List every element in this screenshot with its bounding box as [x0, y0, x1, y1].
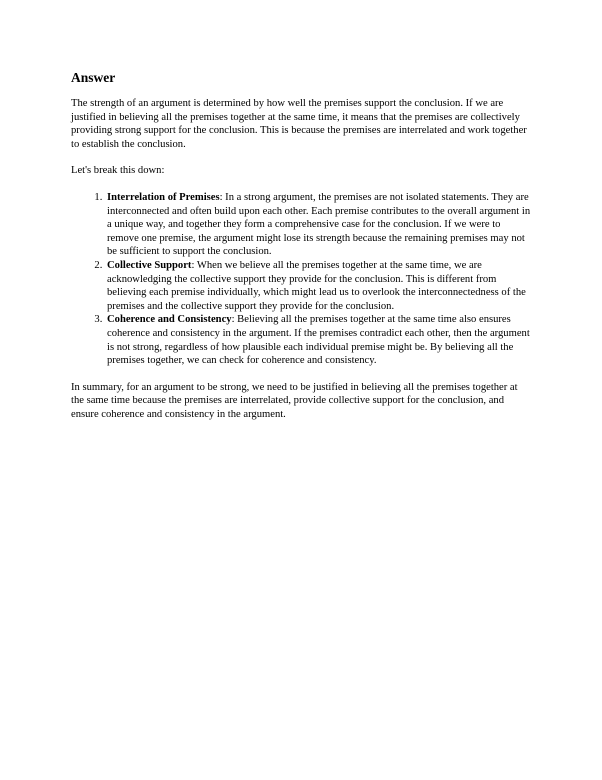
- document-page: [71, 70, 533, 434]
- list-item: [105, 259, 533, 313]
- point-text: : In a strong argument, the premises are not isolated statements. They are interconnected and often build upon each other. Each premise contributes to the overall argument in a unique way, and together they form a comprehensive case for the conclusion. If we were to remove one premise, the argument might lose its strength because the remaining premises may not be sufficient to support the conclusion.: [107, 191, 531, 258]
- answer-heading: Answer: [71, 70, 116, 85]
- points-list: [71, 191, 533, 368]
- point-term: Coherence and Consistency: [107, 314, 232, 326]
- list-item: [105, 313, 533, 367]
- list-item: [105, 191, 533, 259]
- intro-paragraph: The strength of an argument is determined by how well the premises support the conclusion. If we are justified in believing all the premises together at the same time, it means that the premises are collectively providing strong support for the conclusion. This is because the premises are interrelated and work together to establish the conclusion.: [71, 98, 527, 150]
- point-text: : When we believe all the premises together at the same time, we are acknowledging the collective support they provide for the conclusion. This is different from believing each premise individually, which might lead us to overlook the interconnectedness of the premises and the collective support they provide for the conclusion.: [107, 259, 526, 312]
- point-term: Collective Support: [107, 259, 192, 271]
- lead-in-paragraph: Let's break this down:: [71, 165, 165, 177]
- point-term: Interrelation of Premises: [107, 191, 220, 203]
- point-text: : Believing all the premises together at the same time also ensures coherence and consistency in the argument. If the premises contradict each other, then the argument is not strong, regardless of how plausible each individual premise might be. By believing all the premises together, we can check for coherence and consistency.: [107, 314, 530, 367]
- summary-paragraph: In summary, for an argument to be strong, we need to be justified in believing all the premises together at the same time because the premises are interrelated, provide collective support for the conclusion, and ensure coherence and consistency in the argument.: [71, 381, 518, 420]
